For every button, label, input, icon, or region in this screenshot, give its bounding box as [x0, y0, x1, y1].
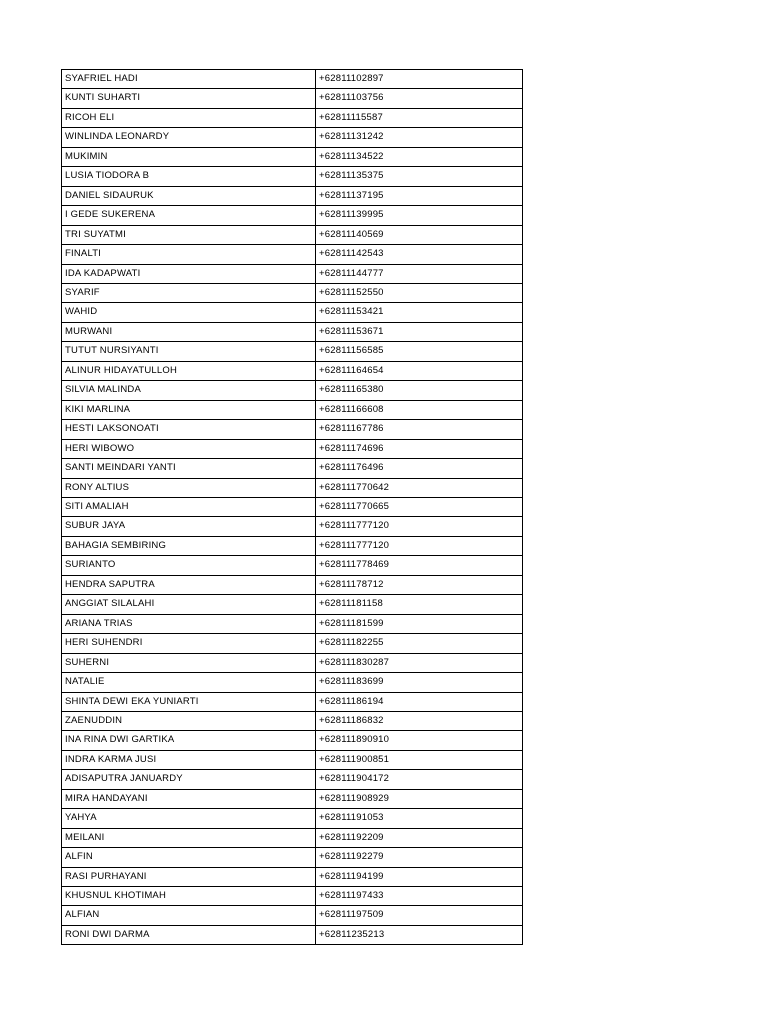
contact-phone-cell: +628111777120 — [316, 517, 523, 536]
table-row — [62, 147, 523, 166]
contact-name-cell: ALINUR HIDAYATULLOH — [62, 361, 316, 380]
contact-phone-cell: +62811183699 — [316, 673, 523, 692]
contact-phone-cell: +62811131242 — [316, 128, 523, 147]
contact-name-cell: INA RINA DWI GARTIKA — [62, 731, 316, 750]
table-row — [62, 925, 523, 944]
table-row — [62, 186, 523, 205]
contact-phone-cell: +62811134522 — [316, 147, 523, 166]
contact-phone-cell: +62811115587 — [316, 108, 523, 127]
contact-phone-cell: +62811181158 — [316, 595, 523, 614]
table-row — [62, 128, 523, 147]
contact-name-cell: HERI SUHENDRI — [62, 634, 316, 653]
contact-name-cell: IDA KADAPWATI — [62, 264, 316, 283]
table-row — [62, 770, 523, 789]
contact-name-cell: KUNTI SUHARTI — [62, 89, 316, 108]
table-row — [62, 459, 523, 478]
contact-name-cell: LUSIA TIODORA B — [62, 167, 316, 186]
table-row — [62, 595, 523, 614]
contact-phone-cell: +62811152550 — [316, 283, 523, 302]
contact-phone-cell: +62811164654 — [316, 361, 523, 380]
contact-phone-cell: +62811167786 — [316, 420, 523, 439]
contact-name-cell: ANGGIAT SILALAHI — [62, 595, 316, 614]
contact-name-cell: ARIANA TRIAS — [62, 614, 316, 633]
contact-name-cell: HENDRA SAPUTRA — [62, 575, 316, 594]
contact-name-cell: MUKIMIN — [62, 147, 316, 166]
table-row — [62, 439, 523, 458]
table-row — [62, 167, 523, 186]
contact-name-cell: SANTI MEINDARI YANTI — [62, 459, 316, 478]
table-row — [62, 264, 523, 283]
contact-name-cell: KHUSNUL KHOTIMAH — [62, 887, 316, 906]
contact-phone-cell: +62811142543 — [316, 245, 523, 264]
contact-phone-cell: +62811165380 — [316, 381, 523, 400]
contact-name-cell: SYARIF — [62, 283, 316, 302]
contact-phone-cell: +62811192209 — [316, 828, 523, 847]
table-row — [62, 536, 523, 555]
table-row — [62, 653, 523, 672]
contact-phone-cell: +62811140569 — [316, 225, 523, 244]
table-row — [62, 575, 523, 594]
table-row — [62, 225, 523, 244]
contact-name-cell: WAHID — [62, 303, 316, 322]
table-row — [62, 867, 523, 886]
contact-name-cell: KIKI MARLINA — [62, 400, 316, 419]
contact-table — [61, 69, 523, 945]
contact-phone-cell: +62811181599 — [316, 614, 523, 633]
contact-phone-cell: +628111900851 — [316, 750, 523, 769]
table-row — [62, 206, 523, 225]
contact-name-cell: BAHAGIA SEMBIRING — [62, 536, 316, 555]
table-row — [62, 614, 523, 633]
table-row — [62, 731, 523, 750]
contact-phone-cell: +62811166608 — [316, 400, 523, 419]
contact-phone-cell: +62811176496 — [316, 459, 523, 478]
table-row — [62, 634, 523, 653]
contact-name-cell: ALFIAN — [62, 906, 316, 925]
contact-name-cell: RONI DWI DARMA — [62, 925, 316, 944]
contact-phone-cell: +62811197433 — [316, 887, 523, 906]
contact-sheet — [61, 69, 523, 945]
contact-phone-cell: +62811153671 — [316, 322, 523, 341]
contact-phone-cell: +62811186832 — [316, 711, 523, 730]
contact-phone-cell: +628111777120 — [316, 536, 523, 555]
table-row — [62, 692, 523, 711]
contact-phone-cell: +62811191053 — [316, 809, 523, 828]
contact-name-cell: HERI WIBOWO — [62, 439, 316, 458]
contact-name-cell: NATALIE — [62, 673, 316, 692]
contact-name-cell: MIRA HANDAYANI — [62, 789, 316, 808]
table-row — [62, 497, 523, 516]
table-row — [62, 517, 523, 536]
table-row — [62, 381, 523, 400]
table-row — [62, 478, 523, 497]
contact-name-cell: ZAENUDDIN — [62, 711, 316, 730]
contact-name-cell: SURIANTO — [62, 556, 316, 575]
contact-name-cell: FINALTI — [62, 245, 316, 264]
table-row — [62, 303, 523, 322]
table-row — [62, 887, 523, 906]
table-row — [62, 89, 523, 108]
contact-name-cell: HESTI LAKSONOATI — [62, 420, 316, 439]
table-row — [62, 711, 523, 730]
contact-phone-cell: +628111904172 — [316, 770, 523, 789]
contact-name-cell: TUTUT NURSIYANTI — [62, 342, 316, 361]
contact-phone-cell: +628111908929 — [316, 789, 523, 808]
contact-phone-cell: +62811235213 — [316, 925, 523, 944]
table-row — [62, 342, 523, 361]
contact-name-cell: ADISAPUTRA JANUARDY — [62, 770, 316, 789]
contact-name-cell: RICOH ELI — [62, 108, 316, 127]
contact-name-cell: SUBUR JAYA — [62, 517, 316, 536]
table-row — [62, 789, 523, 808]
table-row — [62, 828, 523, 847]
contact-name-cell: SILVIA MALINDA — [62, 381, 316, 400]
table-row — [62, 906, 523, 925]
table-row — [62, 283, 523, 302]
table-row — [62, 750, 523, 769]
contact-phone-cell: +62811102897 — [316, 70, 523, 89]
table-row — [62, 556, 523, 575]
contact-name-cell: RONY ALTIUS — [62, 478, 316, 497]
contact-phone-cell: +62811103756 — [316, 89, 523, 108]
table-row — [62, 108, 523, 127]
contact-name-cell: MEILANI — [62, 828, 316, 847]
contact-phone-cell: +62811192279 — [316, 848, 523, 867]
table-row — [62, 361, 523, 380]
contact-table-body — [62, 70, 523, 945]
contact-phone-cell: +628111890910 — [316, 731, 523, 750]
contact-name-cell: MURWANI — [62, 322, 316, 341]
contact-phone-cell: +62811144777 — [316, 264, 523, 283]
contact-phone-cell: +62811153421 — [316, 303, 523, 322]
contact-phone-cell: +62811139995 — [316, 206, 523, 225]
contact-name-cell: SITI AMALIAH — [62, 497, 316, 516]
contact-phone-cell: +62811186194 — [316, 692, 523, 711]
table-row — [62, 322, 523, 341]
contact-phone-cell: +62811197509 — [316, 906, 523, 925]
contact-phone-cell: +62811156585 — [316, 342, 523, 361]
contact-phone-cell: +628111830287 — [316, 653, 523, 672]
contact-name-cell: TRI SUYATMI — [62, 225, 316, 244]
contact-name-cell: SYAFRIEL HADI — [62, 70, 316, 89]
table-row — [62, 245, 523, 264]
contact-phone-cell: +628111778469 — [316, 556, 523, 575]
contact-name-cell: INDRA KARMA JUSI — [62, 750, 316, 769]
contact-phone-cell: +62811135375 — [316, 167, 523, 186]
contact-phone-cell: +62811182255 — [316, 634, 523, 653]
contact-phone-cell: +62811178712 — [316, 575, 523, 594]
contact-name-cell: YAHYA — [62, 809, 316, 828]
contact-phone-cell: +62811137195 — [316, 186, 523, 205]
contact-name-cell: I GEDE SUKERENA — [62, 206, 316, 225]
contact-name-cell: SHINTA DEWI EKA YUNIARTI — [62, 692, 316, 711]
contact-name-cell: DANIEL SIDAURUK — [62, 186, 316, 205]
contact-name-cell: WINLINDA LEONARDY — [62, 128, 316, 147]
contact-phone-cell: +628111770642 — [316, 478, 523, 497]
contact-phone-cell: +62811174696 — [316, 439, 523, 458]
table-row — [62, 673, 523, 692]
table-row — [62, 70, 523, 89]
table-row — [62, 400, 523, 419]
table-row — [62, 420, 523, 439]
contact-phone-cell: +62811194199 — [316, 867, 523, 886]
table-row — [62, 848, 523, 867]
contact-phone-cell: +628111770665 — [316, 497, 523, 516]
table-row — [62, 809, 523, 828]
contact-name-cell: ALFIN — [62, 848, 316, 867]
contact-name-cell: RASI PURHAYANI — [62, 867, 316, 886]
contact-name-cell: SUHERNI — [62, 653, 316, 672]
